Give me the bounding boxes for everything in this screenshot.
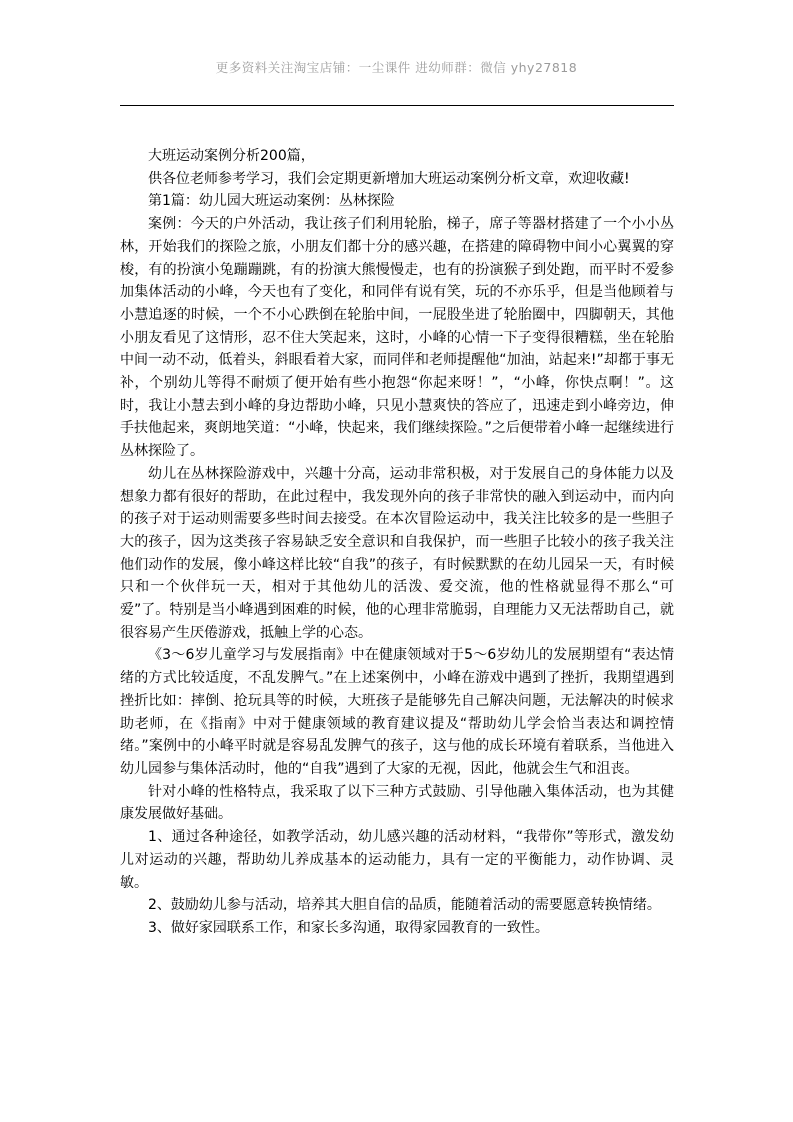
page-header-watermark: 更多资料关注淘宝店铺：一尘课件 进幼师群：微信 yhy27818 [215,60,578,75]
document-body [120,145,674,940]
doc-title-line: 大班运动案例分析200篇， [148,148,315,164]
strategy-item-2: 2、鼓励幼儿参与活动，培养其大胆自信的品质，能随着活动的需要愿意转换情绪。 [148,897,661,914]
strategy-intro-paragraph: 针对小峰的性格特点，我采取了以下三种方式鼓励、引导他融入集体活动，也为其健康发展做好基础。 [120,783,674,823]
strategy-item-3: 3、做好家园联系工作，和家长多沟通，取得家园教育的一致性。 [148,919,549,936]
strategy-item-1: 1、通过各种途径，如教学活动，幼儿感兴趣的活动材料，“我带你”等形式，激发幼儿对运动的兴趣，帮助幼儿养成基本的运动能力，具有一定的平衡能力，动作协调、灵敏。 [120,829,674,891]
analysis-paragraph: 幼儿在丛林探险游戏中，兴趣十分高，运动非常积极，对于发展自己的身体能力以及想象力都有很好的帮助，在此过程中，我发现外向的孩子非常快的融入到运动中，而内向的孩子对于运动则需要多些时间去接受。在本次冒险运动中，我关注比较多的是一些胆子大的孩子，因为这类孩子容易缺乏安全意识和自我保护，而一些胆子比较小的孩子我关注他们动作的发展，像小峰这样比较“自我”的孩子，有时候默默的在幼儿园呆一天，有时候只和一个伙伴玩一天，相对于其他幼儿的活泼、爱交流，他的性格就显得不那么“可爱”了。特别是当小峰遇到困难的时候，他的心理非常脆弱，自理能力又无法帮助自己，就很容易产生厌倦游戏，抵触上学的心态。 [120,465,674,641]
intro-paragraph: 供各位老师参考学习，我们会定期更新增加大班运动案例分析文章，欢迎收藏! [148,170,630,187]
guideline-paragraph: 《3～6岁儿童学习与发展指南》中在健康领域对于5～6岁幼儿的发展期望有“表达情绪的方式比较适度，不乱发脾气。”在上述案例中，小峰在游戏中遇到了挫折，我期望遇到挫折比如：摔倒、抢玩具等的时候，大班孩子是能够先自己解决问题，无法解决的时候求助老师，在《指南》中对于健康领域的教育建议提及“帮助幼儿学会恰当表达和调控情绪。”案例中的小峰平时就是容易乱发脾气的孩子，这与他的成长环境有着联系，当他进入幼儿园参与集体活动时，他的“自我”遇到了大家的无视，因此，他就会生气和沮丧。 [120,647,674,777]
header-divider [120,105,674,106]
section-heading: 第1篇：幼儿园大班运动案例：丛林探险 [148,193,395,210]
case-paragraph: 案例：今天的户外活动，我让孩子们利用轮胎，梯子，席子等器材搭建了一个小小丛林，开始我们的探险之旅，小朋友们都十分的感兴趣，在搭建的障碍物中间小心翼翼的穿梭，有的扮演小兔蹦蹦跳，有的扮演大熊慢慢走，也有的扮演猴子到处跑，而平时不爱参加集体活动的小峰，今天也有了变化，和同伴有说有笑，玩的不亦乐乎，但是当他顾着与小慧追逐的时候，一个不小心跌倒在轮胎中间，一屁股坐进了轮胎圈中，四脚朝天，其他小朋友看见了这情形，忍不住大笑起来，这时，小峰的心情一下子变得很糟糕，坐在轮胎中间一动不动，低着头，斜眼看着大家，而同伴和老师提醒他“加油，站起来!”却都于事无补，个别幼儿等得不耐烦了便开始有些小抱怨“你起来呀！”，“小峰，你快点啊！”。这时，我让小慧去到小峰的身边帮助小峰，只见小慧爽快的答应了，迅速走到小峰旁边，伸手扶他起来，爽朗地笑道：“小峰，快起来，我们继续探险。”之后便带着小峰一起继续进行丛林探险了。 [120,216,674,460]
